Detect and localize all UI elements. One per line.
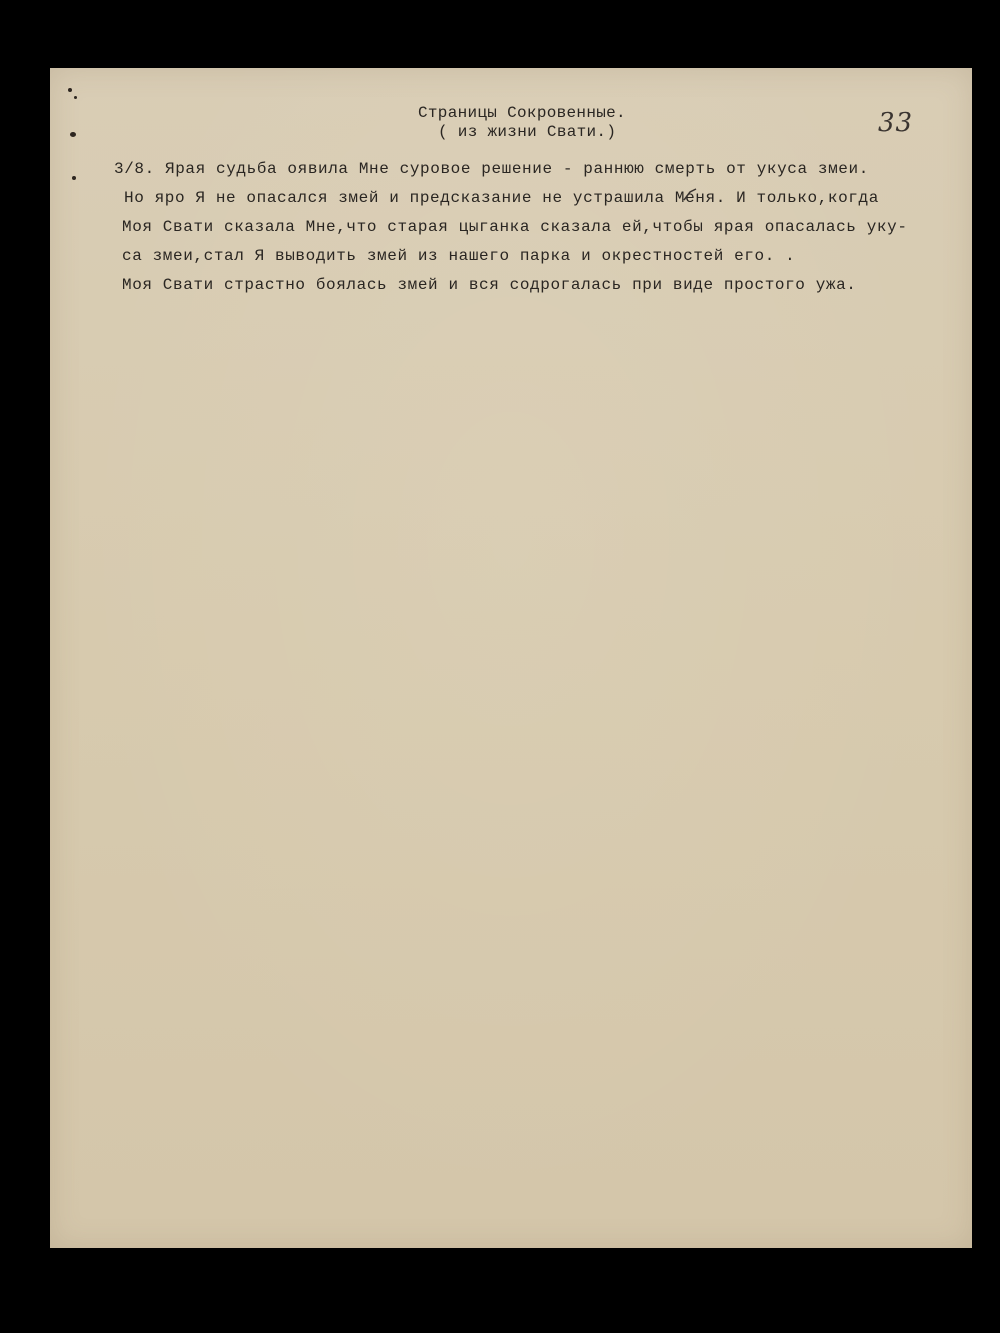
binder-mark [74, 96, 77, 99]
pen-correction-mark [682, 188, 698, 204]
body-line-5: Моя Свати страстно боялась змей и вся содрогалась при виде простого ужа. [122, 276, 857, 294]
binder-mark [70, 132, 76, 137]
body-line-3: Моя Свати сказала Мне,что старая цыганка сказала ей,чтобы ярая опасалась уку- [122, 218, 908, 236]
body-line-1: 3/8. Ярая судьба оявила Мне суровое решение - раннюю смерть от укуса змеи. [114, 160, 869, 178]
binder-mark [72, 176, 76, 180]
document-title: Страницы Сокровенные. [418, 104, 626, 122]
binder-mark [68, 88, 72, 92]
document-subtitle: ( из жизни Свати.) [438, 123, 617, 141]
document-page [50, 68, 972, 1248]
body-line-4: са змеи,стал Я выводить змей из нашего парка и окрестностей его. . [122, 247, 796, 265]
page-number: 33 [878, 108, 914, 138]
body-line-2: Но яро Я не опасался змей и предсказание не устрашила Меня. И только,когда [124, 189, 879, 207]
